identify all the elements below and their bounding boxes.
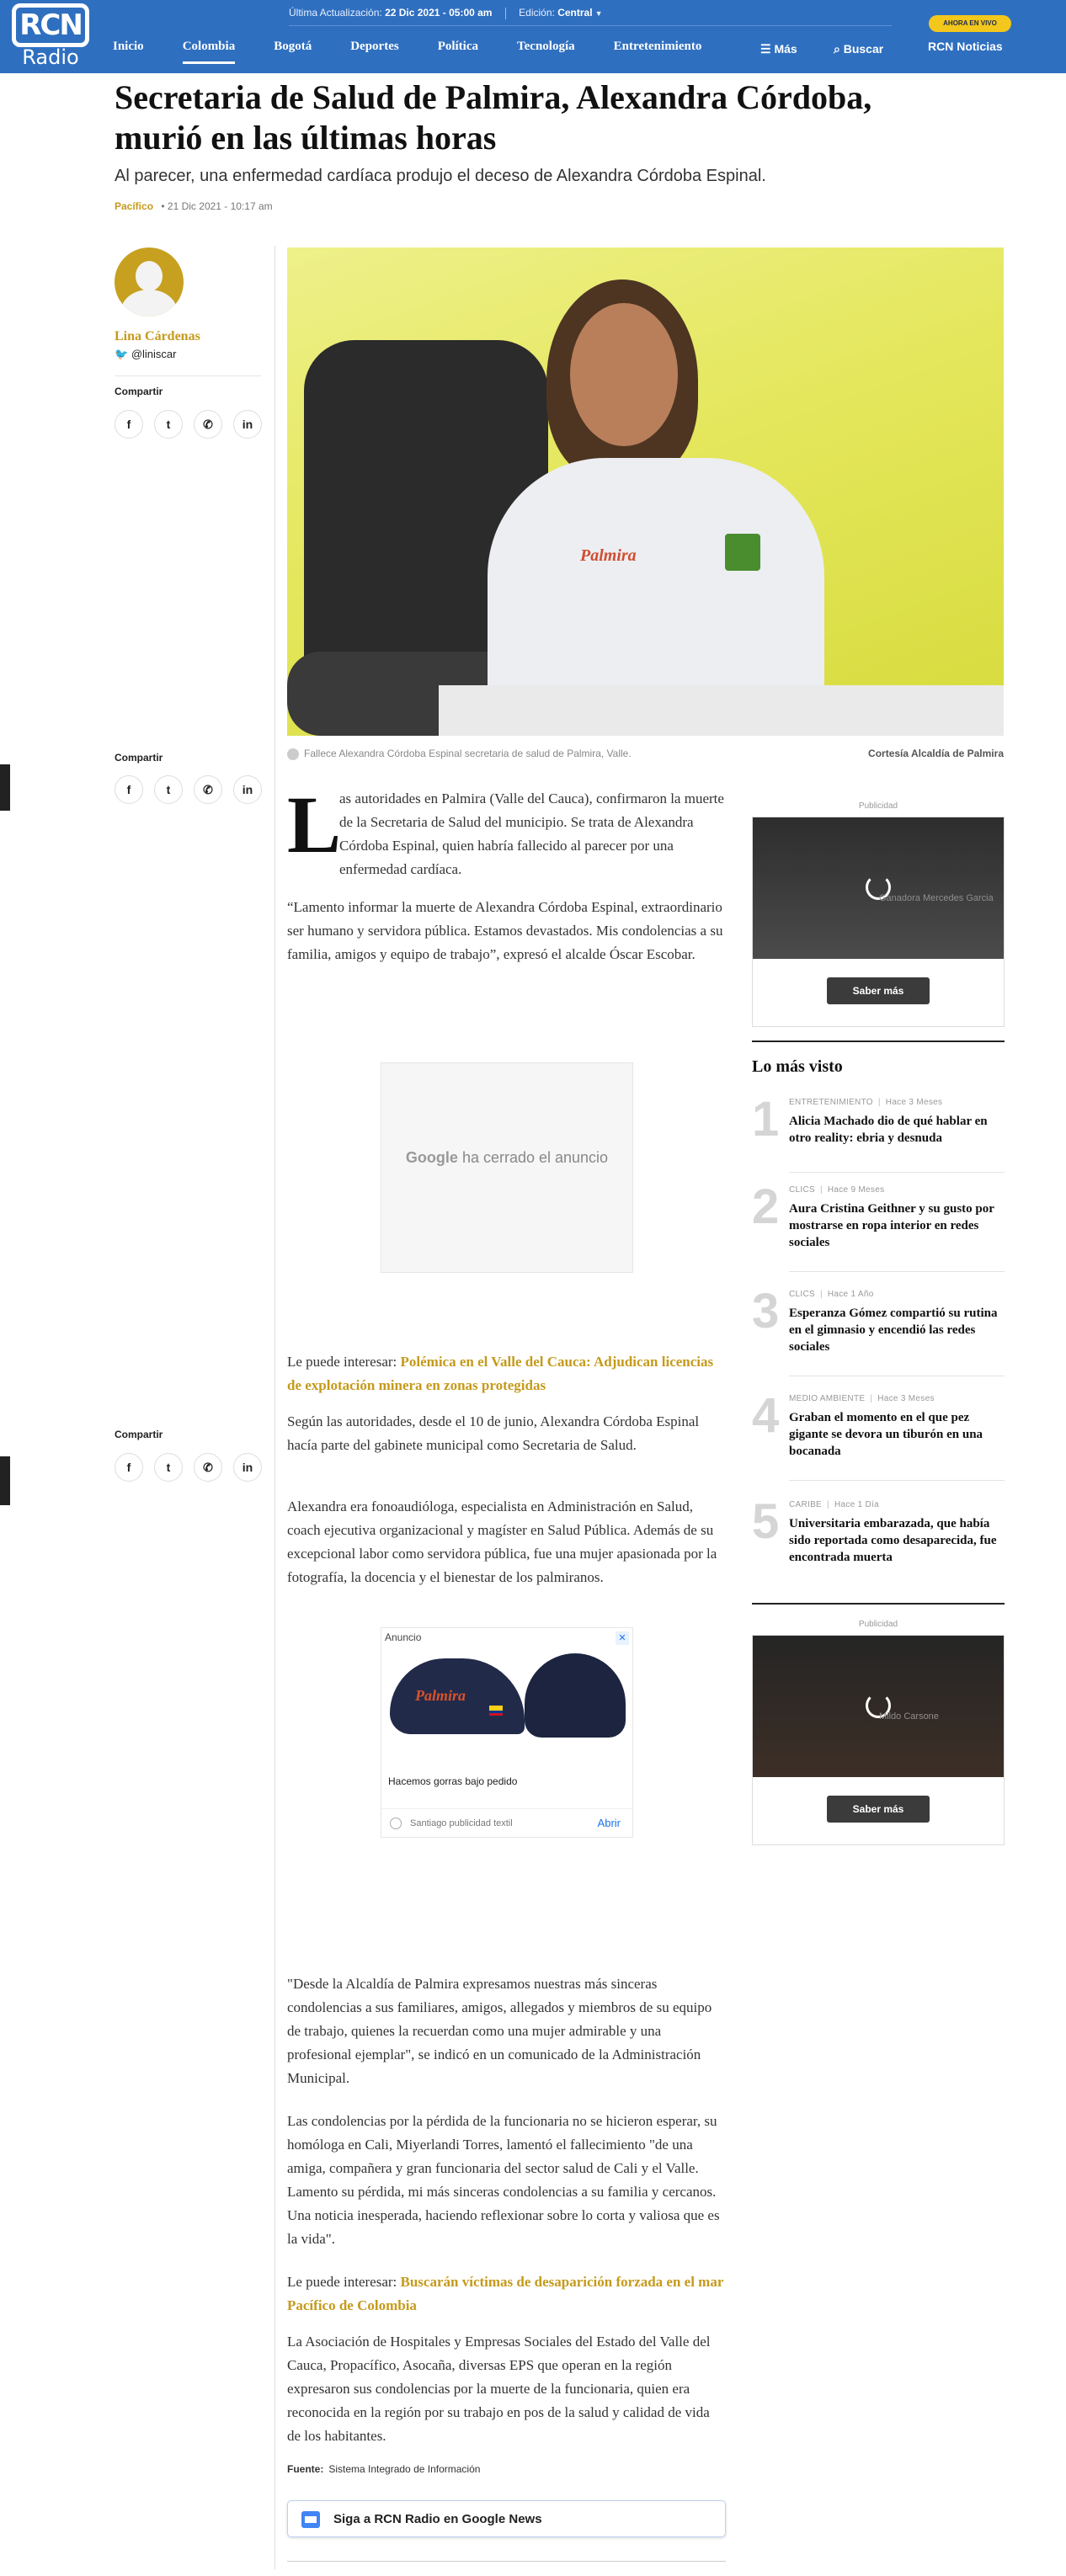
- learn-more-button[interactable]: Saber más: [827, 1796, 930, 1823]
- ad-advertiser: Santiago publicidad textil: [410, 1818, 513, 1828]
- more-menu-button[interactable]: ☰ Más: [760, 42, 797, 56]
- read-more-2: Le puede interesar: Buscarán víctimas de desaparición forzada en el mar Pacífico de Colombia: [287, 2274, 724, 2313]
- paragraph-6: Las condolencias por la pérdida de la funcionaria no se hicieron esperar, su homóloga en Cali, Miyerlandi Torres, lamentó el fallecimiento "de una amiga, compañera y gran funcionaria del sector salud de Cali y el Valle. Lamento su pérdida, mi más sinceras condolencias a su familia y cercanos. Una noticia inesperada, haciendo reflexionar sobre lo corta y valiosa que es la vida".: [287, 2113, 720, 2247]
- side-marker: [0, 764, 10, 811]
- article-meta: Pacífico • 21 Dic 2021 - 10:17 am: [115, 200, 273, 212]
- twitter-icon[interactable]: t: [154, 410, 183, 439]
- shirt-logo-text: Palmira: [580, 546, 637, 565]
- author-name[interactable]: Lina Cárdenas: [115, 329, 200, 343]
- globe-icon: [390, 1818, 402, 1829]
- ad-open-button[interactable]: Abrir: [597, 1817, 621, 1829]
- update-bar: [289, 0, 602, 25]
- nav-bogota[interactable]: Bogotá: [274, 40, 312, 53]
- whatsapp-icon[interactable]: ✆: [194, 775, 222, 804]
- paragraph-2: “Lamento informar la muerte de Alexandra Córdoba Espinal, extraordinario ser humano y servidora pública. Estamos devastados. Mis condolencias a su familia, amigos y equipo de trabajo”, expresó el alcalde Óscar Escobar.: [287, 899, 723, 962]
- author-handle[interactable]: 🐦 @liniscar: [115, 348, 177, 360]
- linkedin-icon[interactable]: in: [233, 1453, 262, 1482]
- search-icon: ⌕: [834, 42, 844, 56]
- facebook-icon[interactable]: f: [115, 1453, 143, 1482]
- paragraph-4: Alexandra era fonoaudióloga, especialista en Administración en Salud, coach ejecutiva organizacional y magíster en Salud Pública. Además de su excepcional labor como servidora pública, fue una mujer apasionada por la fotografía, la docencia y el bienestar de los palmiranos.: [287, 1498, 717, 1585]
- close-icon[interactable]: ✕: [616, 1631, 629, 1645]
- share-buttons: [115, 410, 273, 439]
- linkedin-icon[interactable]: in: [233, 410, 262, 439]
- twitter-icon[interactable]: t: [154, 1453, 183, 1482]
- google-news-button[interactable]: Siga a RCN Radio en Google News: [287, 2500, 726, 2537]
- logo-rcn: RCN: [12, 3, 89, 47]
- drop-cap: L: [287, 780, 342, 870]
- facebook-icon[interactable]: f: [115, 410, 143, 439]
- image-credit: Cortesía Alcaldía de Palmira: [868, 748, 1004, 759]
- publish-date: 21 Dic 2021 - 10:17 am: [167, 200, 273, 212]
- twitter-icon[interactable]: t: [154, 775, 183, 804]
- video-ad[interactable]: Ganadora Mercedes Garcia Saber más: [752, 817, 1005, 1027]
- share-label: Compartir: [115, 386, 163, 397]
- author-avatar[interactable]: [115, 247, 184, 317]
- article-title: Secretaria de Salud de Palmira, Alexandra Córdoba, murió en las últimas horas: [115, 78, 872, 157]
- nav-colombia[interactable]: Colombia: [183, 40, 236, 65]
- most-viewed-title: Lo más visto: [752, 1057, 843, 1076]
- edition-select[interactable]: Central: [557, 7, 593, 19]
- main-nav: [113, 40, 740, 65]
- cap-ad[interactable]: [381, 1627, 633, 1838]
- update-label: Última Actualización:: [289, 7, 382, 19]
- share-buttons: [115, 1453, 273, 1482]
- video-ad[interactable]: Mildo Carsone Saber más: [752, 1635, 1005, 1845]
- related-link-2[interactable]: Buscarán víctimas de desaparición forzada en el mar Pacífico de Colombia: [287, 2274, 724, 2313]
- paragraph-1: as autoridades en Palmira (Valle del Cauca), confirmaron la muerte de la Secretaria de Salud del municipio. Se trata de Alexandra Córdoba Espinal, quien habría fallecido al parecer por una enfermedad cardíaca.: [339, 790, 724, 877]
- related-link-1[interactable]: Polémica en el Valle del Cauca: Adjudican licencias de explotación minera en zonas protegidas: [287, 1354, 714, 1393]
- side-marker: [0, 1456, 10, 1505]
- edition-label: Edición:: [519, 7, 555, 19]
- paragraph-7: La Asociación de Hospitales y Empresas Sociales del Estado del Valle del Cauca, Propacífico, Asocaña, diversas EPS que operan en la región expresaron sus condolencias por la muerte de la funcionaria, quien era reconocida en la región por su trabajo en pos de la salud y calidad de vida de los habitantes.: [287, 2334, 711, 2444]
- chevron-down-icon[interactable]: ▼: [594, 9, 603, 18]
- rcn-radio-logo[interactable]: [12, 3, 89, 67]
- ad-tag: Anuncio: [385, 1631, 422, 1643]
- whatsapp-icon[interactable]: ✆: [194, 410, 222, 439]
- article-subtitle: Al parecer, una enfermedad cardíaca produjo el deceso de Alexandra Córdoba Espinal.: [115, 167, 766, 185]
- nav-entretenimiento[interactable]: Entretenimiento: [613, 40, 702, 53]
- ad-text: Hacemos gorras bajo pedido: [388, 1775, 518, 1787]
- learn-more-button[interactable]: Saber más: [827, 977, 930, 1004]
- share-label: Compartir: [115, 1429, 163, 1440]
- update-value: 22 Dic 2021 - 05:00 am: [385, 7, 493, 19]
- read-more-1: Le puede interesar: Polémica en el Valle del Cauca: Adjudican licencias de explotación minera en zonas protegidas: [287, 1354, 714, 1393]
- source-line: Fuente: Sistema Integrado de Información: [287, 2463, 481, 2475]
- share-buttons: [115, 775, 273, 804]
- camera-icon: [287, 748, 299, 760]
- paragraph-3: Según las autoridades, desde el 10 de junio, Alexandra Córdoba Espinal hacía parte del gabinete municipal como Secretaria de Salud.: [287, 1413, 700, 1453]
- image-caption: Fallece Alexandra Córdoba Espinal secretaria de salud de Palmira, Valle. Cortesía Alcaldía de Palmira: [287, 748, 1004, 760]
- search-button[interactable]: ⌕ Buscar: [834, 42, 884, 56]
- ad-label: Publicidad: [858, 1620, 898, 1629]
- cap-text: Palmira: [415, 1687, 466, 1704]
- share-label: Compartir: [115, 752, 163, 764]
- nav-tecnologia[interactable]: Tecnología: [517, 40, 575, 53]
- section-link[interactable]: Pacífico: [115, 200, 154, 212]
- nav-deportes[interactable]: Deportes: [350, 40, 399, 53]
- closed-ad: Google ha cerrado el anuncio: [381, 1062, 633, 1273]
- ad-label: Publicidad: [858, 801, 898, 811]
- rcn-noticias-link[interactable]: RCN Noticias: [928, 40, 1003, 53]
- nav-politica[interactable]: Política: [437, 40, 479, 53]
- menu-icon: ☰: [760, 42, 775, 56]
- linkedin-icon[interactable]: in: [233, 775, 262, 804]
- nav-inicio[interactable]: Inicio: [113, 40, 144, 53]
- google-news-icon: [301, 2511, 320, 2528]
- facebook-icon[interactable]: f: [115, 775, 143, 804]
- logo-radio: Radio: [22, 45, 79, 69]
- twitter-icon: 🐦: [115, 348, 131, 360]
- whatsapp-icon[interactable]: ✆: [194, 1453, 222, 1482]
- hero-image[interactable]: [287, 247, 1004, 736]
- site-header: [0, 0, 1066, 73]
- live-badge[interactable]: AHORA EN VIVO: [929, 15, 1011, 32]
- paragraph-5: "Desde la Alcaldía de Palmira expresamos nuestras más sinceras condolencias a sus familiares, amigos, allegados y miembros de su equipo de trabajo, quienes la recuerdan como una mujer admirable y una profesional ejemplar", se indicó en un comunicado de la Administración Municipal.: [287, 1976, 712, 2086]
